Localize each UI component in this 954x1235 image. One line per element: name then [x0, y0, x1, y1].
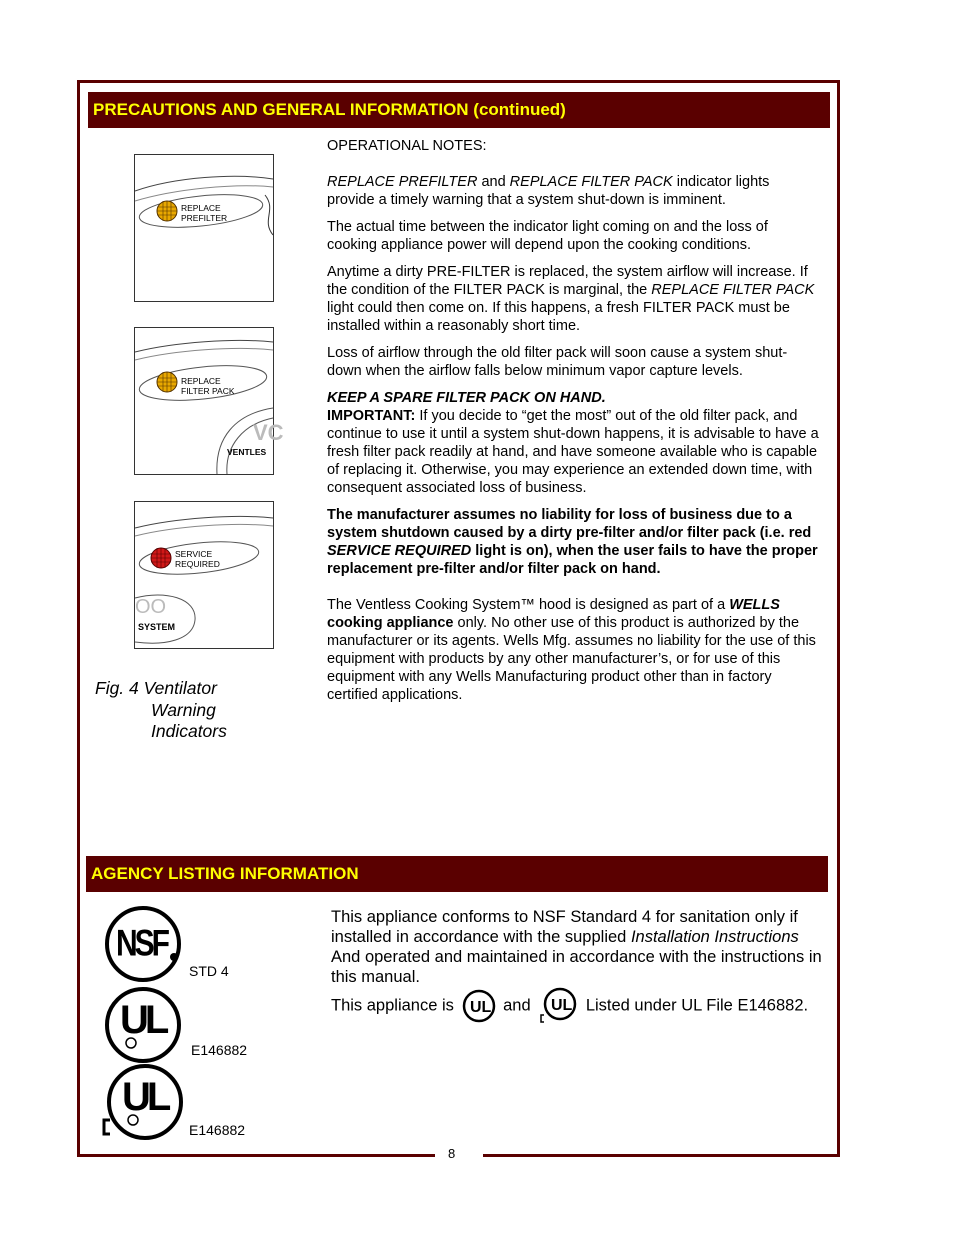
ul-mark-icon — [462, 989, 496, 1023]
svg-text:UL: UL — [551, 997, 573, 1014]
panel-illustration — [135, 155, 273, 301]
operational-notes — [327, 137, 819, 713]
indicator-panel-service-required — [134, 501, 274, 649]
notes-paragraph-2: The actual time between the indicator light coming on and the loss of cooking appliance power will depend upon the cooking conditions. — [327, 219, 768, 253]
notes-paragraph-4: Loss of airflow through the old filter pack will soon cause a system shut-down when the airflow falls below minimum vapor capture levels. — [327, 345, 788, 379]
brand-word: VENTLES — [227, 447, 267, 457]
nsf-standard-label: STD 4 — [189, 963, 229, 979]
important-label: IMPORTANT: — [327, 408, 416, 424]
text: Listed under UL File E146882. — [585, 996, 809, 1015]
caption-line: Warning — [151, 699, 216, 720]
indicator-label-2: REQUIRED — [175, 559, 220, 569]
text: only. No other use of this product is authorized by the manufacturer or its agents. Wells Mfg. assumes no liability for the use of this equipment with products by any other manufacturer’s, or for use of this equipment with any Wells Manufacturing product other than in factory certified applications. — [327, 615, 816, 703]
brand-word: SYSTEM — [138, 622, 176, 632]
caption-line: Indicators — [151, 721, 227, 741]
text: light could then come on. If this happens, a fresh FILTER PACK must be installed within a reasonably short time. — [327, 300, 790, 334]
notes-paragraph-6 — [327, 506, 819, 578]
spare-filter-heading: KEEP A SPARE FILTER PACK ON HAND. — [327, 390, 606, 406]
ul-file-label: E146882 — [191, 1042, 248, 1058]
svg-text:UL: UL — [469, 999, 491, 1016]
text: cooking appliance — [327, 615, 454, 631]
text: The manufacturer assumes no liability for loss of business due to a system shutdown caused by a dirty pre-filter and/or filter pack (i.e. red — [327, 507, 812, 541]
indicator-label-1: SERVICE — [175, 549, 213, 559]
nsf-logo — [104, 905, 182, 983]
brand-fragment: VC — [253, 420, 284, 445]
agency-listing-text — [331, 907, 826, 1025]
cul-file-label: E146882 — [189, 1122, 246, 1138]
text: light is on), when the user fails to have the proper replacement pre-filter and/or filter pack on hand. — [327, 543, 818, 577]
text: This appliance conforms to NSF Standard 4 for sanitation only if installed in accordance with the supplied — [331, 908, 798, 946]
brand-fragment: OO — [135, 596, 167, 618]
section-title-precautions: PRECAUTIONS AND GENERAL INFORMATION (continued) — [88, 92, 830, 128]
nsf-logo-text: NSF — [116, 922, 167, 964]
text: The Ventless Cooking System™ hood is designed as part of a — [327, 597, 730, 613]
indicator-panel-replace-prefilter — [134, 154, 274, 302]
text: Anytime a dirty PRE-FILTER is replaced, the system airflow will increase. If the condition of the FILTER PACK is marginal, the — [327, 264, 808, 298]
caption-line: Fig. 4 Ventilator — [95, 678, 217, 698]
indicator-name: REPLACE FILTER PACK — [509, 174, 673, 190]
text: and — [477, 174, 510, 190]
indicator-label-2: FILTER PACK — [181, 386, 235, 396]
indicator-name: REPLACE FILTER PACK — [651, 282, 815, 298]
indicator-name: SERVICE REQUIRED — [327, 543, 472, 559]
text: and — [503, 996, 531, 1015]
notes-paragraph-3 — [327, 263, 819, 335]
figure-caption — [95, 678, 227, 743]
text: This appliance is — [331, 996, 454, 1015]
indicator-label-1: REPLACE — [181, 376, 221, 386]
indicator-label-1: REPLACE — [181, 203, 221, 213]
text: indicator lights provide a timely warning that a system shut-down is imminent. — [327, 174, 770, 208]
text: And operated and maintained in accordance with the instructions in this manual. — [331, 948, 822, 986]
text: If you decide to “get the most” out of the old filter pack, and continue to use it until a system shut-down happens, it is advisable to have a fresh filter pack readily at hand, and have someone available who is capable of replacing it. Otherwise, you may experience an extended down time, with consequent associated loss of business. — [327, 408, 819, 496]
page-number: 8 — [448, 1146, 456, 1161]
section-title-agency: AGENCY LISTING INFORMATION — [86, 856, 828, 892]
cul-logo — [100, 1064, 186, 1144]
notes-paragraph-5 — [327, 389, 819, 497]
indicator-name: REPLACE PREFILTER — [327, 174, 478, 190]
notes-heading: OPERATIONAL NOTES: — [327, 138, 487, 154]
installation-instructions-ref: Installation Instructions — [630, 928, 799, 946]
ul-logo — [104, 986, 182, 1064]
indicator-label-2: PREFILTER — [181, 213, 228, 223]
indicator-panel-replace-filter-pack — [134, 327, 284, 475]
notes-paragraph-1 — [327, 173, 819, 209]
ul-logo-text: UL — [120, 998, 166, 1042]
page-number-gap — [435, 1148, 483, 1160]
cul-mark-icon — [538, 987, 578, 1025]
brand-name: WELLS — [729, 597, 780, 613]
notes-paragraph-7 — [327, 596, 819, 704]
cul-logo-text: UL — [122, 1075, 168, 1119]
